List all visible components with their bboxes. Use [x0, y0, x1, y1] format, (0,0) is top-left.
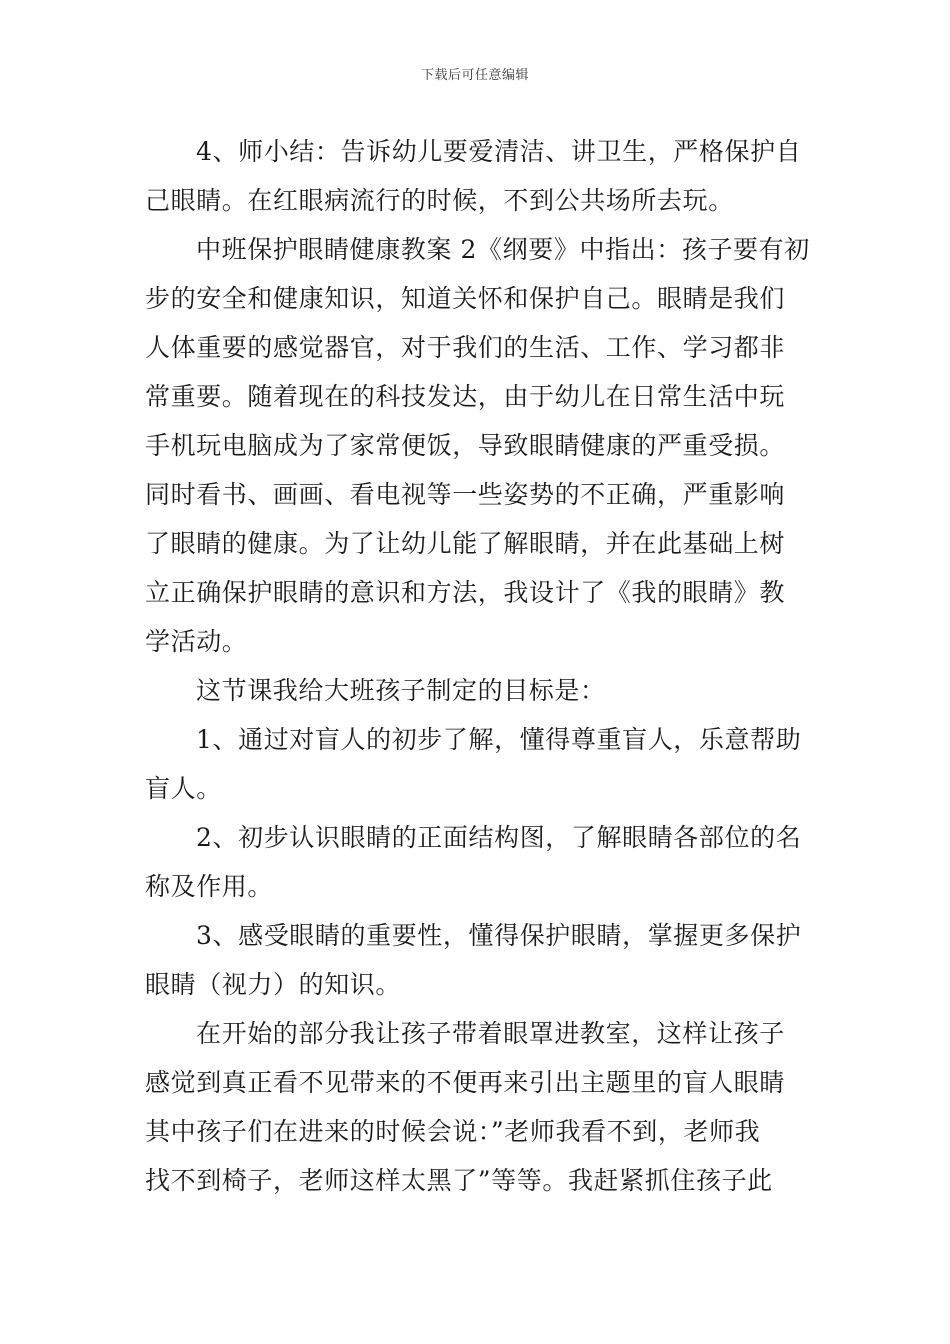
paragraph-line: 4、师小结：告诉幼儿要爱清洁、讲卫生，严格保护自	[196, 137, 802, 166]
paragraph-line: 常重要。随着现在的科技发达，由于幼儿在日常生活中玩	[145, 382, 786, 411]
paragraph-line: 感觉到真正看不见带来的不便再来引出主题里的盲人眼睛	[145, 1068, 786, 1097]
paragraph-line: 了眼睛的健康。为了让幼儿能了解眼睛，并在此基础上树	[145, 529, 786, 558]
paragraph-line: 步的安全和健康知识，知道关怀和保护自己。眼睛是我们	[145, 284, 786, 313]
paragraph-line: 找不到椅子，老师这样太黑了”等等。我赶紧抓住孩子此	[145, 1166, 773, 1195]
paragraph-line: 立正确保护眼睛的意识和方法，我设计了《我的眼睛》教	[145, 578, 786, 607]
paragraph-line: 在开始的部分我让孩子带着眼罩进教室，这样让孩子	[196, 1019, 785, 1048]
paragraph-line: 中班保护眼睛健康教案 2《纲要》中指出：孩子要有初	[196, 235, 810, 264]
paragraph-line: 人体重要的感觉器官，对于我们的生活、工作、学习都非	[145, 333, 786, 362]
paragraph-line: 1、通过对盲人的初步了解，懂得尊重盲人，乐意帮助	[196, 725, 802, 754]
paragraph-line: 眼睛（视力）的知识。	[145, 970, 402, 999]
paragraph-line: 称及作用。	[145, 872, 274, 901]
paragraph-line: 同时看书、画画、看电视等一些姿势的不正确，严重影响	[145, 480, 786, 509]
paragraph-line: 盲人。	[145, 774, 222, 803]
paragraph-line: 2、初步认识眼睛的正面结构图，了解眼睛各部位的名	[196, 823, 802, 852]
page-header: 下载后可任意编辑	[420, 68, 529, 83]
paragraph-line: 学活动。	[145, 627, 248, 656]
paragraph-line: 这节课我给大班孩子制定的目标是：	[196, 676, 606, 705]
paragraph-line: 己眼睛。在红眼病流行的时候，不到公共场所去玩。	[145, 186, 734, 215]
paragraph-line: 3、感受眼睛的重要性，懂得保护眼睛，掌握更多保护	[196, 921, 802, 950]
paragraph-line: 手机玩电脑成为了家常便饭，导致眼睛健康的严重受损。	[145, 431, 786, 460]
document-body	[145, 127, 810, 1205]
paragraph-line: 其中孩子们在进来的时候会说：”老师我看不到，老师我	[145, 1117, 761, 1146]
